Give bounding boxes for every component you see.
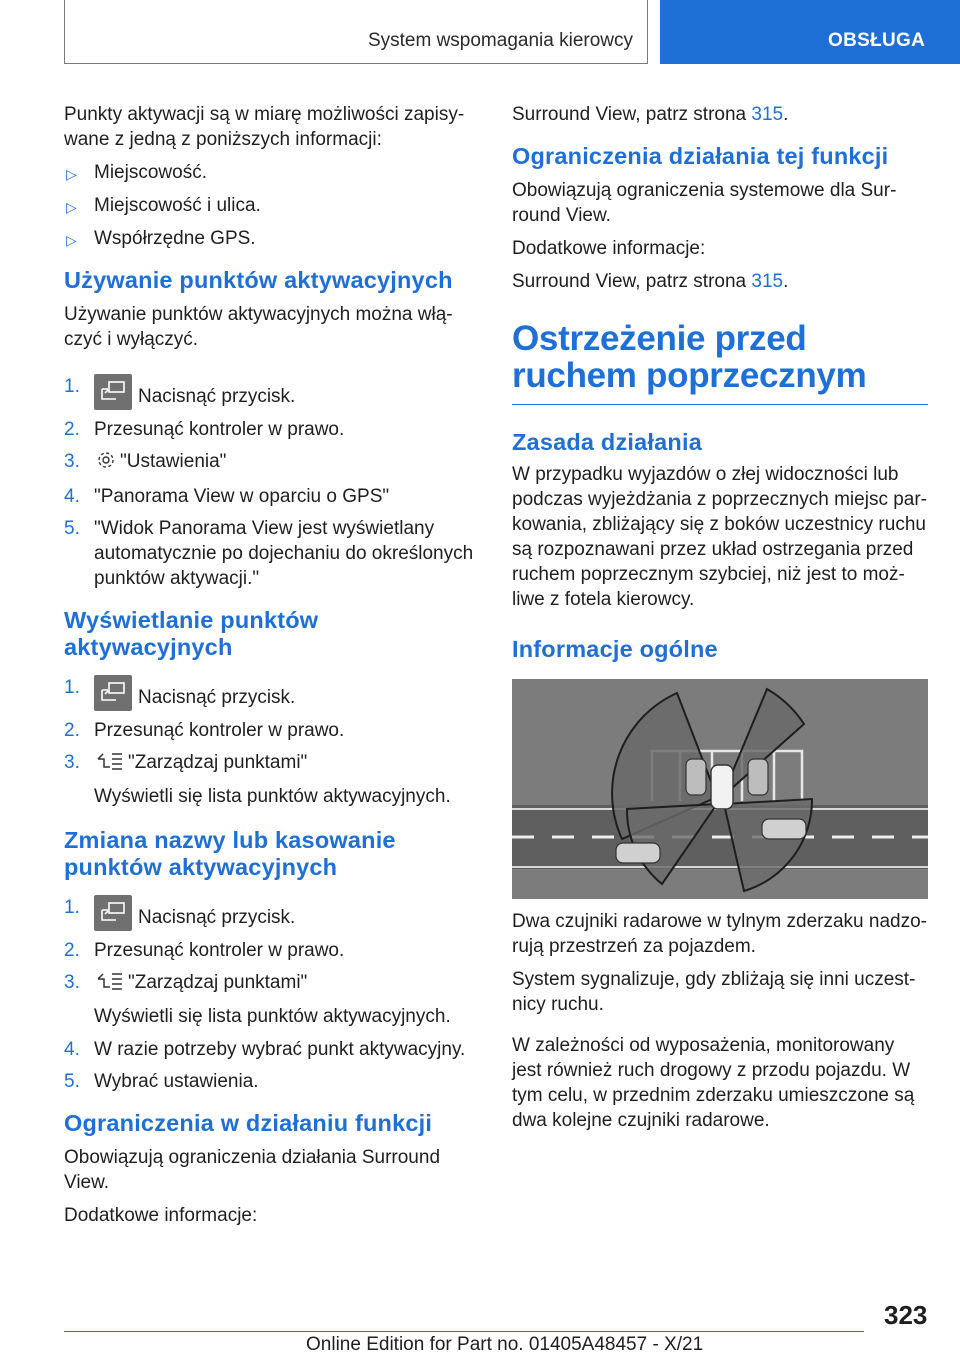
header-chapter-tab xyxy=(660,0,960,64)
heading-use-points: Używanie punktów aktywacyjnych xyxy=(64,267,453,293)
general-paragraph-2: System sygnalizuje, gdy zbliżają się inni uczest- nicy ruchu. xyxy=(512,969,916,1015)
section-title: System wspomagania kierowcy xyxy=(367,30,633,51)
heading-show-points: Wyświetlanie punktów aktywacyjnych xyxy=(64,607,319,660)
rename-points-steps-continued xyxy=(64,1037,476,1094)
step-item: 3. "Ustawienia" xyxy=(64,449,476,477)
triangle-bullet-icon: ▷ xyxy=(66,166,77,182)
reference-line: Surround View, patrz strona 315. xyxy=(512,104,789,125)
step-item: 3. "Zarządzaj punktami" xyxy=(64,970,476,998)
camera-button-icon xyxy=(94,374,132,410)
info-bullet-list xyxy=(64,160,476,251)
reference-line: Surround View, patrz strona 315. xyxy=(512,271,789,292)
header-section-box xyxy=(64,0,648,64)
camera-button-icon xyxy=(94,895,132,931)
step-item: 2. Przesunąć kontroler w prawo. xyxy=(64,940,345,961)
footer-divider xyxy=(64,1331,864,1332)
function-limits-more-info: Dodatkowe informacje: xyxy=(512,238,706,259)
page-link[interactable]: 315 xyxy=(751,271,784,292)
step-item: 4. W razie potrzeby wybrać punkt aktywacyjny. xyxy=(64,1039,466,1060)
main-section-title: Ostrzeżenie przed ruchem poprzecznym xyxy=(512,319,867,395)
show-points-steps xyxy=(64,675,476,778)
rename-points-steps xyxy=(64,895,476,998)
heading-rename-points: Zmiana nazwy lub kasowanie punktów aktywacyjnych xyxy=(64,827,396,880)
function-limits-paragraph: Obowiązują ograniczenia systemowe dla Sur- round View. xyxy=(512,180,897,226)
heading-limits: Ograniczenia w działaniu funkcji xyxy=(64,1110,433,1136)
show-points-note: Wyświetli się lista punktów aktywacyjnych. xyxy=(94,786,451,807)
chapter-title: OBSŁUGA xyxy=(828,30,926,51)
step-item: 2. Przesunąć kontroler w prawo. xyxy=(64,419,345,440)
step-item: 1. Nacisnąć przycisk. xyxy=(64,675,476,711)
step-item: 5. Wybrać ustawienia. xyxy=(64,1071,259,1092)
cross-traffic-radar-illustration xyxy=(512,679,928,899)
list-item: ▷ Miejscowość. xyxy=(64,160,476,185)
step-item: 1. Nacisnąć przycisk. xyxy=(64,895,476,931)
list-item: ▷ Miejscowość i ulica. xyxy=(64,193,476,218)
list-item: ▷ Współrzędne GPS. xyxy=(64,226,476,251)
rename-points-note: Wyświetli się lista punktów aktywacyjnych. xyxy=(94,1006,451,1027)
step-item: 5. "Widok Panorama View jest wyświetlany automatycznie po dojechaniu do określonych punktów aktywacji." xyxy=(64,518,474,589)
limits-more-info: Dodatkowe informacje: xyxy=(64,1205,258,1226)
intro-paragraph: Punkty aktywacji są w miarę możliwości zapisy- wane z jedną z poniższych informacji: xyxy=(64,104,465,150)
footer-edition: Online Edition for Part no. 01405A48457 - X/21 xyxy=(306,1334,704,1355)
limits-paragraph: Obowiązują ograniczenia działania Surround View. xyxy=(64,1147,441,1193)
heading-principle: Zasada działania xyxy=(512,429,702,455)
triangle-bullet-icon: ▷ xyxy=(66,199,77,215)
heading-general-info: Informacje ogólne xyxy=(512,636,718,662)
use-points-paragraph: Używanie punktów aktywacyjnych można włą- czyć i wyłączyć. xyxy=(64,304,453,350)
manage-list-icon xyxy=(96,971,124,998)
camera-button-icon xyxy=(94,675,132,711)
triangle-bullet-icon: ▷ xyxy=(66,232,77,248)
step-item: 3. "Zarządzaj punktami" xyxy=(64,750,476,778)
page-link[interactable]: 315 xyxy=(751,104,784,125)
use-points-steps xyxy=(64,374,476,591)
step-item: 2. Przesunąć kontroler w prawo. xyxy=(64,720,345,741)
manage-list-icon xyxy=(96,751,124,778)
step-item: 4. "Panorama View w oparciu o GPS" xyxy=(64,486,390,507)
page-number: 323 xyxy=(884,1300,928,1330)
left-column xyxy=(64,102,476,1228)
step-item: 1. Nacisnąć przycisk. xyxy=(64,374,476,410)
principle-paragraph: W przypadku wyjazdów o złej widoczności lub podczas wyjeżdżania z poprzecznych miejsc par- kowania, zbliżający się z boków uczestnicy ruchu są rozpoznawani przez układ ostrzegania przed ruchem poprzecznym szybciej, niż jest to moż- liwe z fotela kierowcy. xyxy=(512,464,928,610)
gear-icon xyxy=(96,450,116,477)
heading-function-limits: Ograniczenia działania tej funkcji xyxy=(512,143,889,169)
general-paragraph-1: Dwa czujniki radarowe w tylnym zderzaku nadzo- rują przestrzeń za pojazdem. xyxy=(512,911,927,957)
title-divider xyxy=(512,404,928,405)
general-paragraph-3: W zależności od wyposażenia, monitorowany jest również ruch drogowy z przodu pojazdu. W tym celu, w przednim zderzaku umieszczone są dwa kolejne czujniki radarowe. xyxy=(512,1035,915,1131)
right-column xyxy=(512,102,928,1133)
